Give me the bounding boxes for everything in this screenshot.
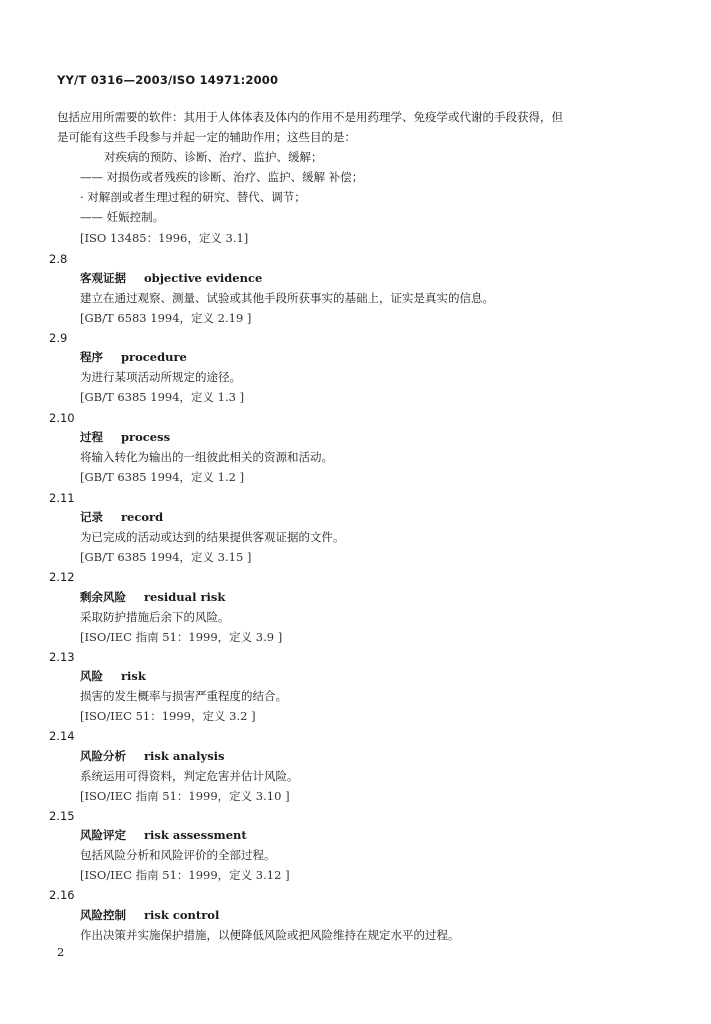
term-definition: 作出决策并实施保护措施，以便降低风险或把风险维持在规定水平的过程。 (80, 928, 460, 942)
term-en: risk assessment (144, 828, 247, 842)
clause-number: 2.11 (49, 491, 75, 505)
intro-item: —— 妊娠控制。 (80, 210, 165, 224)
standard-header: YY/T 0316—2003/ISO 14971:2000 (57, 73, 279, 87)
term-zh: 风险控制 (80, 908, 126, 922)
term-zh: 风险评定 (80, 828, 126, 842)
term-zh: 风险 (80, 669, 103, 683)
reference: [ISO/IEC 指南 51：1999，定义 3.12 ] (80, 868, 290, 882)
clause-number: 2.13 (49, 650, 75, 664)
intro-item: —— 对损伤或者残疾的诊断、治疗、监护、缓解 补偿； (80, 170, 364, 184)
term-definition: 系统运用可得资料，判定危害并估计风险。 (80, 769, 299, 783)
intro-line-1: 包括应用所需要的软件：其用于人体体表及体内的作用不是用药理学、免疫学或代谢的手段获得，但 (57, 110, 563, 124)
reference: [ISO 13485：1996，定义 3.1] (80, 231, 249, 245)
term-definition: 损害的发生概率与损害严重程度的结合。 (80, 689, 287, 703)
reference: [ISO/IEC 51：1999，定义 3.2 ] (80, 709, 256, 723)
intro-item: · 对解剖或者生理过程的研究、替代、调节； (80, 190, 306, 204)
term-heading (80, 827, 247, 843)
page-number: 2 (57, 945, 65, 959)
term-zh: 过程 (80, 430, 103, 444)
clause-number: 2.16 (49, 888, 75, 902)
term-en: risk (121, 669, 146, 683)
reference: [GB/T 6583 1994，定义 2.19 ] (80, 311, 252, 325)
term-heading (80, 429, 170, 445)
term-definition: 为进行某项活动所规定的途径。 (80, 370, 241, 384)
term-heading (80, 668, 146, 684)
term-zh: 风险分析 (80, 749, 126, 763)
clause-number: 2.9 (49, 331, 68, 345)
term-definition: 包括风险分析和风险评价的全部过程。 (80, 848, 276, 862)
term-definition: 将输入转化为输出的一组彼此相关的资源和活动。 (80, 450, 333, 464)
intro-line-2: 是可能有这些手段参与并起一定的辅助作用；这些目的是： (57, 130, 356, 144)
term-en: procedure (121, 350, 187, 364)
term-definition: 为已完成的活动或达到的结果提供客观证据的文件。 (80, 530, 345, 544)
term-heading (80, 589, 225, 605)
term-definition: 采取防护措施后余下的风险。 (80, 610, 230, 624)
clause-number: 2.14 (49, 729, 75, 743)
reference: [ISO/IEC 指南 51：1999，定义 3.10 ] (80, 789, 290, 803)
term-heading (80, 349, 187, 365)
term-heading (80, 748, 225, 764)
clause-number: 2.8 (49, 252, 68, 266)
term-en: residual risk (144, 590, 226, 604)
term-en: objective evidence (144, 271, 263, 285)
term-zh: 剩余风险 (80, 590, 126, 604)
term-definition: 建立在通过观察、测量、试验或其他手段所获事实的基础上，证实是真实的信息。 (80, 291, 494, 305)
reference: [GB/T 6385 1994，定义 3.15 ] (80, 550, 252, 564)
term-zh: 记录 (80, 510, 103, 524)
intro-item: 对疾病的预防、诊断、治疗、监护、缓解； (104, 150, 323, 164)
term-heading (80, 907, 219, 923)
term-heading (80, 509, 163, 525)
term-zh: 程序 (80, 350, 103, 364)
clause-number: 2.10 (49, 411, 75, 425)
reference: [GB/T 6385 1994，定义 1.2 ] (80, 470, 245, 484)
term-en: risk control (144, 908, 220, 922)
term-en: risk analysis (144, 749, 225, 763)
reference: [GB/T 6385 1994，定义 1.3 ] (80, 390, 245, 404)
term-en: record (121, 510, 164, 524)
term-zh: 客观证据 (80, 271, 126, 285)
reference: [ISO/IEC 指南 51：1999，定义 3.9 ] (80, 630, 283, 644)
term-en: process (121, 430, 171, 444)
clause-number: 2.15 (49, 809, 75, 823)
term-heading (80, 270, 262, 286)
clause-number: 2.12 (49, 570, 75, 584)
